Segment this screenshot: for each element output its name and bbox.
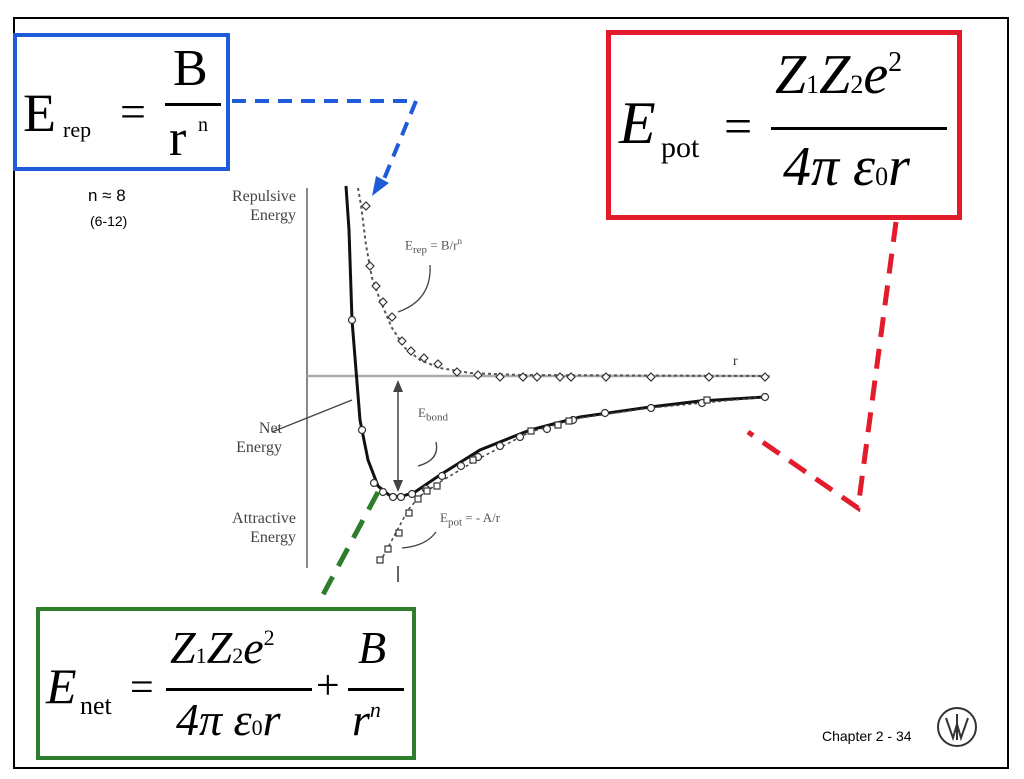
ebond-label: $E_{bond}$: [418, 405, 448, 424]
enet-lhs-sub: net: [80, 691, 112, 720]
publisher-logo: [936, 706, 978, 748]
label-net: Net Energy: [236, 420, 282, 456]
pot-connector: [748, 222, 896, 508]
epot-equation-box: [606, 30, 962, 220]
epot-equals: =: [724, 98, 753, 154]
net-curve: [346, 186, 765, 497]
erep-equation-box: [13, 33, 230, 171]
enet-equals: =: [130, 665, 154, 711]
enet-denominator: 4π ε0r: [176, 694, 281, 745]
enet-equation-box: [36, 607, 416, 760]
label-attractive: Attractive Energy: [232, 510, 296, 546]
enet-lhs: E: [46, 658, 77, 714]
erep-denominator-sup: n: [198, 114, 208, 136]
chapter-footer: Chapter 2 - 34: [822, 728, 912, 744]
net-connector: [318, 492, 378, 604]
epot-fraction-bar: [771, 127, 947, 130]
enet-plus: +: [316, 663, 340, 709]
erep-lhs-sub: rep: [63, 117, 92, 142]
axis-r-label: r: [733, 354, 738, 369]
erep-curve-label: $E_{rep} = B/r^n$: [405, 236, 462, 256]
erep-numerator: B: [173, 40, 208, 97]
enet-numerator: $Z1Z2e^2$: [170, 622, 275, 673]
epot-lhs-sub: pot: [661, 131, 700, 164]
epot-numerator: $Z1Z2e^2$: [775, 44, 903, 106]
erep-fraction-bar: [165, 103, 221, 106]
n-approx-label: n ≈ 8: [88, 186, 126, 205]
net-markers: [349, 317, 769, 501]
enet-fraction-bar: [166, 688, 312, 691]
enet-fraction-bar-b: [348, 688, 404, 691]
n-range-label: (6-12): [90, 213, 128, 229]
erep-lhs: E: [23, 83, 56, 143]
epot-lhs: E: [619, 90, 656, 156]
erep-denominator: r: [169, 110, 187, 167]
repulsive-markers: [362, 202, 769, 381]
epot-curve-label: $E_{pot}$ = - A/r: [440, 510, 501, 529]
enet-denominator-b: $r^n$: [352, 694, 381, 745]
epot-denominator: 4π ε0r: [783, 136, 910, 198]
enet-numerator-b: B: [358, 622, 387, 673]
label-repulsive: Repulsive Energy: [232, 188, 296, 224]
erep-equals: =: [120, 86, 146, 137]
